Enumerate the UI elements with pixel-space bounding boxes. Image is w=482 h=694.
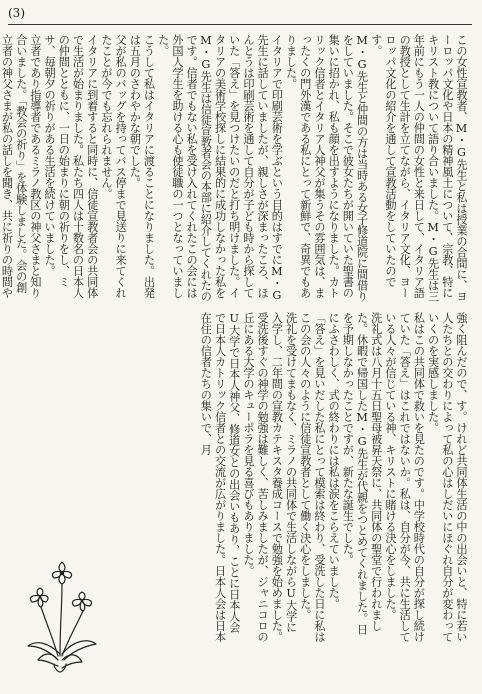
paragraph: イタリアに到着すると同時に、信徒宣教者会の共同体で生活が始まりました。私たち四人は十数名の日本人の仲間とともに、一日の始まりに朝の祈りをし、ミサ、毎朝夕の祈りがある生活を続けていました。 [43,34,99,298]
paragraph: 「答え」を見いだした私にとって模索は終わり、受洗した日に私はこの会の人々のように信徒宣教者として働く決心をしました。 [298,312,326,642]
paragraph: こうして私はイタリアに渡ることになりました。出発は五月のさわやかな朝でした。 [128,34,156,298]
paragraph: U大学で日本人神父、修道女との出会いもあり、ことに日本人会で日本人カトリック信者との交流が広がりました。日本人会は日本在住の信者たちの集いで、月 [199,312,241,642]
page-number: (3) [8,6,25,20]
paragraph: 洗礼を受けてまもなく、ミラノの共同体で生活しながらU大学に入学し、二年間の宣教カテキスタ養成コースで勉強を始めました。受洗後すぐの神学の勉強は難しく、苦しみましたが、ジャニコロの丘にある大学のキューポラを見る喜びもありました。 [241,312,298,642]
paragraph: にふさわしく、式の終わりには私は涙をこらえていました。 [327,312,341,609]
paragraph: 私はこの共同体で救いを見たのです。中学校時代の自分が探し続けていた「答え」はこれではないか。私は、自分が今、共に生活している人々が信じている神、キリストに賭ける決心をしました。 [383,312,426,642]
text-tier-top [0,34,468,302]
paragraph: この女性宣教者、M・G先生と私は授業の合間に、ヨーロッパ文化や日本の精神風土について、宗教、特にキリスト教について語り合いました。M・G先生は三年前にもう一人の仲間の女性と来日して、イタリア語の教授として生計を立てながら、イタリア文化、ヨーロッパ文化の紹介を通して宣教活動をしていたのです。 [369,34,468,302]
flower-icon [18,556,102,674]
paragraph: 父が私のバッグを持ってバス停まで見送りに来てくれたことが今でも忘れられません。 [99,34,128,298]
paragraph: 強く阻んだので、す。けれど共同体生活の中の出会いと、特に若い人たちとの交わりによって私の心はしだいにほぐれ自分が変わっていくのを実感しました。 [426,312,468,642]
paragraph: イタリアで印刷芸術を学ぶという目的はすでにM・G先生に話していましたが、親しさが深まったころ、ほんとうは印刷芸術を通して自分が子ども時から探していた「答え」を見つけたいのだと打ち明けました。イタリアの美術学校探しに結果的に成功しなかった私をM・G先生は信徒宣教者会の本部に紹介してくれたのです。信者でもない私を受け入れてくれたこの会には外国人学生を助ける心も使徒職の一つとなっていました。 [156,34,284,302]
paragraph: 立者であり指導者であるミラノ教区の神父さまと知り合いました。「教会の祈り」を体験しました。会の創立者の神父さまが私の話しを聞き、共に祈りの時間や [0,34,42,298]
text-tier-bottom [100,312,468,642]
paragraph: 洗礼式は八月十五日聖母被昇天祭に、共同体の聖堂で行われました。休暇で帰国したM・G先生が代親をつとめてくれました。日を予期しなかったことですが、新たな誕生でした。 [341,312,383,635]
top-rule [8,24,472,25]
paragraph: M・G先生と仲間の方は当時ある女子修道院に間借りをしていました。そこで彼女たちが開いていた聖書の集いに招かれ、私も顔を出すようになりました。カトリック信者とイタリア人神父が集うその雰囲気は、まったくの門外漢である私にとって新鮮で、奇異でもありました。 [284,34,369,302]
